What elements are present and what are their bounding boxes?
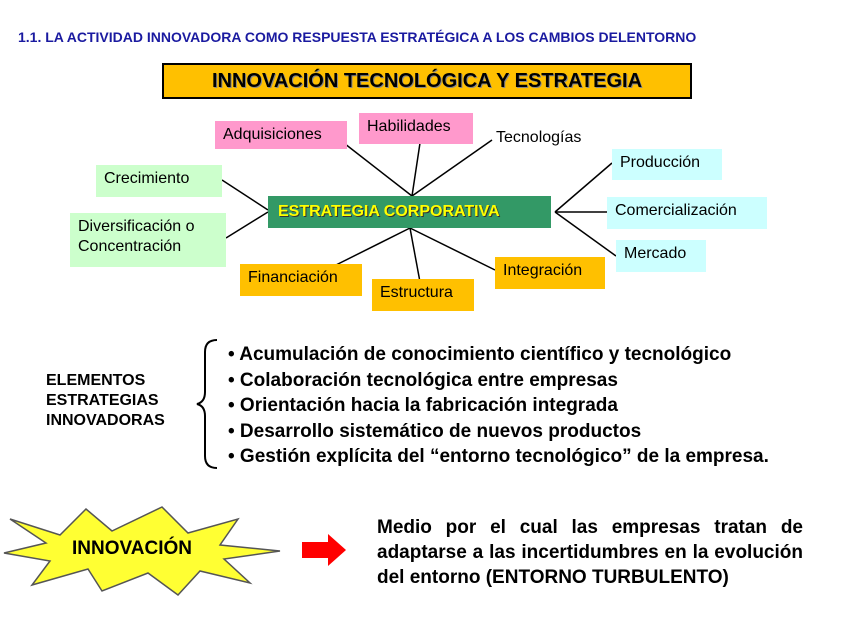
node-financiacion: Financiación	[240, 264, 362, 296]
node-habilidades: Habilidades	[359, 113, 473, 144]
line-habilidades	[412, 143, 420, 196]
line-integracion	[410, 228, 495, 270]
elementos-label: ELEMENTOS ESTRATEGIAS INNOVADORAS	[46, 372, 165, 429]
line-diversificacion	[226, 212, 268, 238]
elementos-item: • Gestión explícita del “entorno tecnológico” de la empresa.	[228, 446, 769, 467]
line-produccion	[555, 163, 612, 212]
elementos-item: • Desarrollo sistemático de nuevos productos	[228, 420, 642, 442]
line-crecimiento	[222, 180, 268, 210]
node-produccion: Producción	[612, 149, 722, 180]
line-tecnologias	[412, 140, 492, 196]
node-mercado: Mercado	[616, 240, 706, 272]
elementos-item: • Acumulación de conocimiento científico y tecnológico	[228, 344, 732, 365]
slide-header: 1.1. LA ACTIVIDAD INNOVADORA COMO RESPUESTA ESTRATÉGICA A LOS CAMBIOS DELENTORNO	[18, 29, 697, 45]
main-title: INNOVACIÓN TECNOLÓGICA Y ESTRATEGIA	[162, 63, 692, 99]
elementos-item: • Colaboración tecnológica entre empresas	[228, 369, 618, 391]
node-estructura: Estructura	[372, 279, 474, 311]
innovacion-label: INNOVACIÓN	[72, 538, 192, 559]
node-tecnologias: Tecnologías	[496, 129, 582, 146]
center-estrategia-corporativa: ESTRATEGIA CORPORATIVA	[268, 196, 551, 228]
node-diversificacion: Diversificación o Concentración	[70, 213, 226, 267]
node-adquisiciones: Adquisiciones	[215, 121, 347, 149]
line-adquisiciones	[340, 140, 412, 196]
elementos-list	[228, 342, 769, 470]
innovacion-definition: Medio por el cual las empresas tratan de adaptarse a las incertidumbres en la evolución del entorno (ENTORNO TURBULENTO)	[377, 517, 803, 588]
node-comercializacion: Comercialización	[607, 197, 767, 229]
node-crecimiento: Crecimiento	[96, 165, 222, 197]
elementos-item: • Orientación hacia la fabricación integrada	[228, 395, 618, 416]
curly-brace	[195, 338, 225, 470]
line-estructura	[410, 228, 420, 282]
right-arrow-icon	[300, 533, 348, 567]
node-integracion: Integración	[495, 257, 605, 289]
